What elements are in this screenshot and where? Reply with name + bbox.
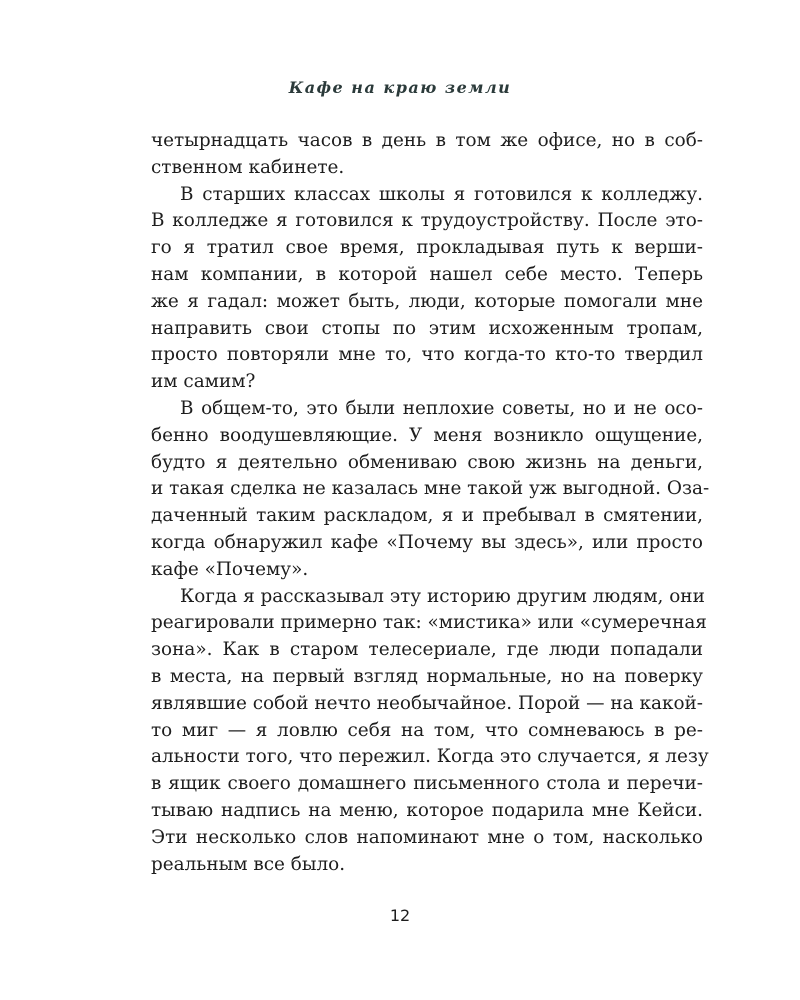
body-text [151, 128, 710, 878]
text-line: когда обнаружил кафе «Почему вы здесь», или просто [151, 531, 703, 553]
text-line: реальным все было. [151, 853, 346, 875]
text-line: являвшие собой нечто необычайное. Порой — на какой- [151, 692, 703, 714]
text-line: просто повторяли мне то, что когда-то кто-то твердил [151, 344, 703, 366]
text-line: ственном кабинете. [151, 156, 345, 178]
text-line: го я тратил свое время, прокладывая путь к верши- [151, 237, 703, 259]
text-line: тываю надпись на меню, которое подарила мне Кейси. [151, 799, 703, 821]
text-line: В общем-то, это были неплохие советы, но и не осо- [180, 397, 703, 419]
text-line: В колледже я готовился к трудоустройству. После это- [151, 210, 703, 232]
text-line: бенно воодушевляющие. У меня возникло ощущение, [151, 424, 703, 446]
text-line: будто я деятельно обмениваю свою жизнь на деньги, [151, 451, 703, 473]
text-line: кафе «Почему». [151, 558, 309, 580]
text-line: им самим? [151, 371, 256, 393]
text-line: в ящик своего домашнего письменного стола и перечи- [151, 773, 703, 795]
page-number: 12 [389, 906, 411, 925]
text-line: Эти несколько слов напоминают мне о том, насколько [151, 826, 703, 848]
text-line: Когда я рассказывал эту историю другим людям, они [180, 585, 705, 607]
text-line: четырнадцать часов в день в том же офисе, но в соб- [151, 130, 703, 151]
text-line: и такая сделка не казалась мне такой уж выгодной. Оза- [151, 478, 710, 500]
text-line: в места, на первый взгляд нормальные, но на поверку [151, 665, 703, 687]
text-line: реагировали примерно так: «мистика» или «сумеречная [151, 612, 707, 634]
text-line: В старших классах школы я готовился к колледжу. [180, 183, 703, 205]
running-head: Кафе на краю земли [288, 78, 512, 97]
text-line: же я гадал: может быть, люди, которые помогали мне [151, 290, 703, 312]
text-line: направить свои стопы по этим исхоженным тропам, [151, 317, 703, 339]
text-line: нам компании, в которой нашел себе место. Теперь [151, 263, 703, 285]
text-line: альности того, что пережил. Когда это случается, я лезу [151, 746, 709, 768]
text-line: то миг — я ловлю себя на том, что сомневаюсь в ре- [151, 719, 703, 741]
text-line: зона». Как в старом телесериале, где люди попадали [151, 639, 703, 661]
text-line: даченный таким раскладом, я и пребывал в смятении, [151, 505, 703, 527]
